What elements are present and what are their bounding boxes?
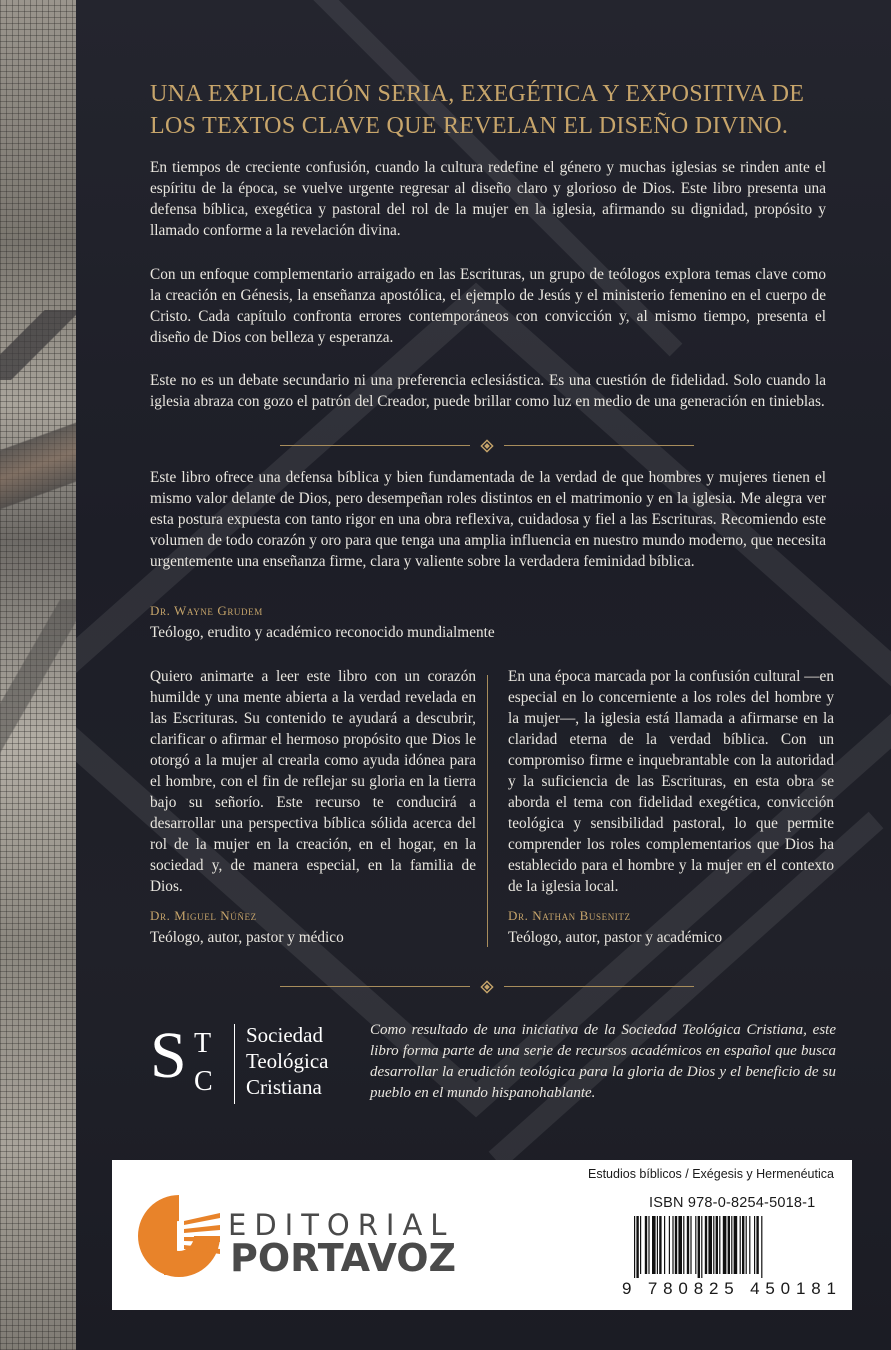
mosaic-band-ornament <box>0 420 76 540</box>
divider-line-right <box>504 986 694 987</box>
category-label: Estudios bíblicos / Exégesis y Hermenéutica <box>588 1167 834 1181</box>
endorsement-quote-grudem: Este libro ofrece una defensa bíblica y bien fundamentada de la verdad de que hombres y mujeres tienen el mismo valor delante de Dios, pero desempeñan roles distintos en el matrimonio y en la iglesia. Me alegra ver esta postura expuesta con tanto rigor en una obra reflexiva, cuidadosa y fiel a las Escrituras. Recomiendo este volumen de todo corazón y oro para que tenga una amplia influencia en nuestro mundo moderno, que necesita urgentemente una enseñanza firme, clara y valiente sobre la verdadera feminidad bíblica. <box>150 469 826 570</box>
barcode-bar <box>690 1216 691 1274</box>
stc-monogram-s: S <box>150 1019 187 1092</box>
ornamental-divider-2 <box>280 980 694 994</box>
barcode-bar <box>756 1216 758 1274</box>
column-divider <box>487 675 488 947</box>
mosaic-band-diagonal <box>0 600 76 760</box>
barcode-bar <box>719 1216 720 1274</box>
barcode-bar <box>683 1216 684 1274</box>
publisher-editorial: EDITORIAL <box>228 1208 455 1242</box>
endorser-title-busenitz: Teólogo, autor, pastor y académico <box>508 929 723 946</box>
barcode-bar <box>672 1216 673 1274</box>
barcode <box>622 1216 840 1296</box>
barcode-bar <box>678 1216 682 1274</box>
stc-name-line-1: Sociedad <box>246 1023 323 1047</box>
stc-name-line-3: Cristiana <box>246 1075 322 1099</box>
barcode-bar <box>728 1216 730 1274</box>
barcode-bar <box>723 1216 727 1274</box>
endorser-title-grudem: Teólogo, erudito y académico reconocido mundialmente <box>150 624 495 641</box>
endorser-name-nunez: Dr. Miguel Núñez <box>150 908 257 923</box>
endorser-name-grudem: Dr. Wayne Grudem <box>150 603 263 618</box>
barcode-bar <box>657 1216 658 1274</box>
barcode-bar <box>754 1216 755 1274</box>
barcode-bar <box>740 1216 741 1274</box>
barcode-bar <box>713 1216 714 1274</box>
barcode-bar <box>731 1216 732 1274</box>
divider-line-left <box>280 445 470 446</box>
barcode-bar <box>761 1216 762 1278</box>
divider-line-right <box>504 445 694 446</box>
barcode-bar <box>669 1216 670 1274</box>
stc-monogram-c: C <box>194 1066 213 1097</box>
stc-blurb: Como resultado de una iniciativa de la Sociedad Teológica Cristiana, este libro forma parte de una serie de recursos académicos en español que busca desarrollar la erudición teológica para la gloria de Dios y el beneficio de su pueblo en el mundo hispanohablante. <box>370 1022 836 1101</box>
portavoz-logo-icon <box>134 1191 224 1281</box>
endorser-title-nunez: Teólogo, autor, pastor y médico <box>150 929 344 946</box>
publisher-portavoz: PORTAVOZ <box>230 1236 457 1280</box>
stc-logo-name <box>246 1022 329 1100</box>
barcode-bar <box>734 1216 738 1274</box>
barcode-digits: 9 780825 450181 <box>622 1279 836 1296</box>
barcode-bar <box>716 1216 718 1274</box>
barcode-bar <box>698 1216 700 1278</box>
divider-line-left <box>280 986 470 987</box>
barcode-bar <box>645 1216 647 1274</box>
headline: UNA EXPLICACIÓN SERIA, EXEGÉTICA Y EXPOSITIVA DE LOS TEXTOS CLAVE QUE REVELAN EL DISEÑO DIVINO. <box>150 81 805 139</box>
diamond-icon <box>480 980 494 994</box>
barcode-bar <box>652 1216 656 1274</box>
barcode-bar <box>664 1216 665 1274</box>
ornamental-divider <box>280 439 694 453</box>
barcode-bar <box>701 1216 702 1278</box>
mosaic-strip <box>0 0 76 1350</box>
barcode-bar <box>746 1216 747 1274</box>
diamond-icon <box>480 439 494 453</box>
barcode-bars <box>634 1216 762 1278</box>
barcode-bar <box>749 1216 750 1274</box>
stc-name-line-2: Teológica <box>246 1049 329 1073</box>
mosaic-band-dark <box>0 310 76 380</box>
description-paragraph-2: Con un enfoque complementario arraigado en las Escrituras, un grupo de teólogos explora temas clave como la creación en Génesis, la enseñanza apostólica, el ejemplo de Jesús y el ministerio femenino en el cuerpo de Cristo. Cada capítulo confronta errores contemporáneos con convicción y, al mismo tiempo, presenta el diseño de Dios con belleza y esperanza. <box>150 266 826 346</box>
barcode-bar <box>640 1216 641 1274</box>
barcode-bar <box>659 1216 661 1274</box>
stc-monogram-t: T <box>194 1028 212 1059</box>
endorser-name-busenitz: Dr. Nathan Busenitz <box>508 908 631 923</box>
isbn-label: ISBN 978-0-8254-5018-1 <box>649 1195 816 1211</box>
barcode-bar <box>705 1216 707 1274</box>
endorsement-quote-busenitz: En una época marcada por la confusión cultural —en especial en lo concerniente a los roles del hombre y la mujer—, la iglesia está llamada a afirmarse en la claridad eterna de la verdad bíblica. Con un compromiso firme e inquebrantable con la autoridad y la suficiencia de las Escrituras, en esta obra se aborda el tema con fidelidad exegética, convicción teológica y sensibilidad pastoral, lo que permite comprender los roles complementarios que Dios ha establecido para el hombre y la mujer en el contexto de la iglesia local. <box>508 668 834 895</box>
barcode-bar <box>648 1216 649 1274</box>
barcode-bar <box>742 1216 744 1274</box>
description-paragraph-3: Este no es un debate secundario ni una preferencia eclesiástica. Es una cuestión de fidelidad. Solo cuando la iglesia abraza con gozo el patrón del Creador, puede brillar como luz en medio de una generación en tinieblas. <box>150 372 826 410</box>
stc-logo-bar <box>234 1024 235 1104</box>
barcode-bar <box>634 1216 635 1278</box>
barcode-bar <box>708 1216 712 1274</box>
stc-logo <box>150 1020 350 1110</box>
stc-monogram <box>150 1020 230 1110</box>
barcode-bar <box>695 1216 696 1274</box>
description-paragraph-1: En tiempos de creciente confusión, cuando la cultura redefine el género y muchas iglesias se rinden ante el espíritu de la época, se vuelve urgente regresar al diseño claro y glorioso de Dios. Este libro presenta una defensa bíblica, exegética y pastoral del rol de la mujer en la iglesia, afirmando su dignidad, propósito y llamado conforme a la revelación divina. <box>150 159 826 239</box>
endorsement-quote-nunez: Quiero animarte a leer este libro con un corazón humilde y una mente abierta a la verdad revelada en las Escrituras. Su contenido te ayudará a descubrir, clarificar o afirmar el hermoso propósito que Dios le otorgó a la mujer al crearla como ayuda idónea para el hombre, con el fin de reflejar su gloria en la tierra bajo su señorío. Este recurso te conducirá a desarrollar una perspectiva bíblica sólida acerca del rol de la mujer en la creación, en el hogar, en la sociedad y, de manera especial, en la familia de Dios. <box>150 668 476 895</box>
barcode-bar <box>675 1216 677 1274</box>
barcode-bar <box>636 1216 638 1278</box>
barcode-bar <box>687 1216 689 1274</box>
